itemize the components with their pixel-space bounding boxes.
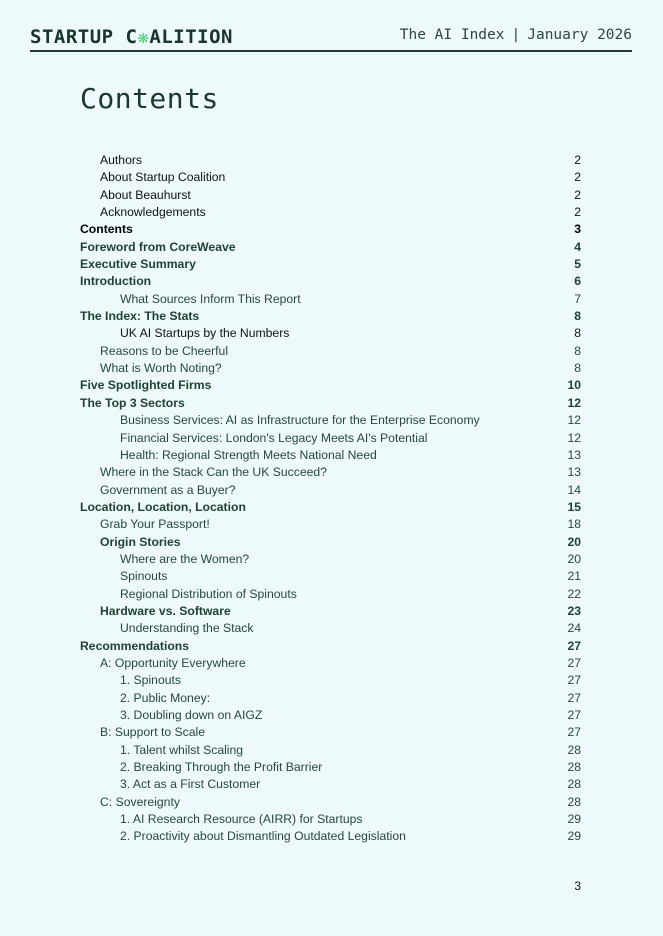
toc-entry[interactable] <box>0 742 663 759</box>
toc-entry[interactable] <box>0 360 663 377</box>
toc-entry[interactable] <box>0 707 663 724</box>
toc-entry-title: Reasons to be Cheerful <box>100 343 229 358</box>
toc-entry-page: 2 <box>574 187 581 202</box>
toc-entry-page: 27 <box>567 708 581 722</box>
toc-entry-page: 27 <box>567 673 581 688</box>
toc-entry[interactable] <box>0 187 663 204</box>
star-icon: ❋ <box>137 26 150 48</box>
toc-entry[interactable] <box>0 204 663 221</box>
toc-entry-page: 28 <box>567 760 581 775</box>
toc-entry-title: 2. Proactivity about Dismantling Outdated Legislation <box>120 829 406 844</box>
toc-entry-title: C: Sovereignty <box>100 794 180 809</box>
toc-entry[interactable] <box>0 638 663 655</box>
toc-entry-page: 21 <box>567 569 581 584</box>
toc-entry-page: 18 <box>567 517 581 532</box>
toc-entry[interactable] <box>0 672 663 689</box>
toc-entry-title: About Beauhurst <box>100 187 191 202</box>
toc-entry[interactable] <box>0 655 663 672</box>
toc-entry-page: 12 <box>567 395 581 410</box>
toc-entry-title: What Sources Inform This Report <box>120 291 301 306</box>
page-title: Contents <box>80 82 219 115</box>
toc-entry-title: Hardware vs. Software <box>100 603 231 618</box>
toc-entry-page: 6 <box>574 274 581 289</box>
toc-entry[interactable] <box>0 325 663 342</box>
toc-entry[interactable] <box>0 724 663 741</box>
toc-entry-page: 8 <box>574 361 581 376</box>
toc-entry[interactable] <box>0 430 663 447</box>
toc-entry[interactable] <box>0 690 663 707</box>
toc-entry-page: 8 <box>574 326 581 341</box>
toc-entry-page: 28 <box>567 742 581 757</box>
toc-entry[interactable] <box>0 152 663 169</box>
toc-entry-page: 10 <box>567 378 581 393</box>
toc-entry-title: 3. Act as a First Customer <box>120 777 261 792</box>
toc-entry-page: 2 <box>574 153 581 167</box>
toc-entry[interactable] <box>0 395 663 412</box>
toc-entry-title: Foreword from CoreWeave <box>80 239 236 254</box>
toc-entry-title: Executive Summary <box>80 257 196 272</box>
toc-entry-page: 2 <box>574 205 581 220</box>
page-header <box>30 26 632 52</box>
toc-entry[interactable] <box>0 794 663 811</box>
toc-entry-title: The Top 3 Sectors <box>80 395 185 410</box>
toc-entry-title: Where in the Stack Can the UK Succeed? <box>100 465 327 480</box>
toc-entry[interactable] <box>0 551 663 568</box>
toc-entry-title: Introduction <box>80 274 152 289</box>
toc-entry-page: 7 <box>574 291 581 306</box>
toc-entry-page: 27 <box>567 655 581 670</box>
toc-entry[interactable] <box>0 620 663 637</box>
toc-entry[interactable] <box>0 586 663 603</box>
toc-entry-page: 20 <box>567 534 581 549</box>
toc-entry-page: 8 <box>574 343 581 358</box>
toc-entry-page: 24 <box>567 621 581 636</box>
toc-entry-title: Acknowledgements <box>100 205 206 220</box>
toc-entry-title: Five Spotlighted Firms <box>80 378 212 393</box>
toc-entry-page: 15 <box>567 499 581 514</box>
toc-entry[interactable] <box>0 811 663 828</box>
toc-entry-title: Government as a Buyer? <box>100 482 236 497</box>
toc-entry[interactable] <box>0 603 663 620</box>
table-of-contents <box>0 152 663 846</box>
report-meta <box>400 27 632 43</box>
toc-entry-title: Financial Services: London's Legacy Meets AI's Potential <box>120 430 428 445</box>
toc-entry[interactable] <box>0 464 663 481</box>
toc-entry-page: 22 <box>567 586 581 601</box>
toc-entry-title: UK AI Startups by the Numbers <box>120 326 290 341</box>
toc-entry[interactable] <box>0 343 663 360</box>
toc-entry-title: A: Opportunity Everywhere <box>100 655 246 670</box>
toc-entry-page: 12 <box>567 413 581 428</box>
toc-entry-title: Origin Stories <box>100 534 181 549</box>
toc-entry-page: 13 <box>567 465 581 480</box>
report-title: The AI Index <box>399 27 505 43</box>
toc-entry-page: 27 <box>567 725 581 740</box>
toc-entry[interactable] <box>0 447 663 464</box>
toc-entry-title: Regional Distribution of Spinouts <box>120 586 297 601</box>
toc-entry[interactable] <box>0 169 663 186</box>
toc-entry-page: 8 <box>574 309 581 324</box>
toc-entry-title: Recommendations <box>80 638 190 653</box>
toc-entry[interactable] <box>0 273 663 290</box>
toc-entry[interactable] <box>0 256 663 273</box>
toc-entry-title: The Index: The Stats <box>80 309 200 324</box>
toc-entry[interactable] <box>0 377 663 394</box>
toc-entry-title: 2. Public Money: <box>120 690 211 705</box>
toc-entry[interactable] <box>0 412 663 429</box>
toc-entry[interactable] <box>0 776 663 793</box>
toc-entry-page: 4 <box>574 239 581 254</box>
toc-entry-page: 3 <box>574 222 581 237</box>
toc-entry-page: 14 <box>567 482 581 497</box>
toc-entry[interactable] <box>0 759 663 776</box>
toc-entry-page: 29 <box>567 812 581 827</box>
toc-entry-page: 5 <box>574 257 581 272</box>
toc-entry-title: 2. Breaking Through the Profit Barrier <box>120 760 323 775</box>
toc-entry-page: 27 <box>567 638 581 653</box>
toc-entry-title: 3. Doubling down on AIGZ <box>120 708 263 722</box>
toc-entry-page: 27 <box>567 690 581 705</box>
toc-entry-title: About Startup Coalition <box>100 170 226 185</box>
toc-entry-title: 1. AI Research Resource (AIRR) for Startups <box>120 812 363 827</box>
toc-entry-page: 12 <box>567 430 581 445</box>
toc-entry-title: Health: Regional Strength Meets National Need <box>120 447 377 462</box>
toc-entry-title: Authors <box>100 153 143 167</box>
toc-entry[interactable] <box>0 239 663 256</box>
toc-entry-title: Where are the Women? <box>120 551 250 566</box>
toc-entry[interactable] <box>0 482 663 499</box>
toc-entry-page: 29 <box>567 829 581 844</box>
startup-coalition-logo: STARTUP C❋ALITION <box>30 26 233 48</box>
toc-entry-page: 28 <box>567 777 581 792</box>
toc-entry-title: What is Worth Noting? <box>100 361 222 376</box>
toc-entry-page: 13 <box>567 447 581 462</box>
toc-entry[interactable] <box>0 516 663 533</box>
toc-entry[interactable] <box>0 499 663 516</box>
toc-entry-page: 28 <box>567 794 581 809</box>
toc-entry-title: Understanding the Stack <box>120 621 254 636</box>
toc-entry-title: Contents <box>80 222 133 237</box>
toc-entry[interactable] <box>0 568 663 585</box>
toc-entry[interactable] <box>0 221 663 238</box>
toc-entry-page: 23 <box>567 603 581 618</box>
toc-entry-title: Business Services: AI as Infrastructure for the Enterprise Economy <box>120 413 480 428</box>
toc-entry-title: Grab Your Passport! <box>100 517 210 532</box>
toc-entry-title: B: Support to Scale <box>100 725 206 740</box>
toc-entry[interactable] <box>0 828 663 845</box>
toc-entry-title: 1. Spinouts <box>120 673 181 688</box>
toc-entry-title: Location, Location, Location <box>80 499 246 514</box>
meta-separator: | <box>511 27 521 43</box>
toc-entry-page: 2 <box>574 170 581 185</box>
report-date: January 2026 <box>527 27 632 43</box>
toc-entry[interactable] <box>0 534 663 551</box>
toc-entry[interactable] <box>0 308 663 325</box>
toc-entry[interactable] <box>0 291 663 308</box>
toc-entry-title: 1. Talent whilst Scaling <box>120 742 244 757</box>
page-number: 3 <box>574 879 581 893</box>
toc-entry-page: 20 <box>567 551 581 566</box>
toc-entry-title: Spinouts <box>120 569 168 584</box>
